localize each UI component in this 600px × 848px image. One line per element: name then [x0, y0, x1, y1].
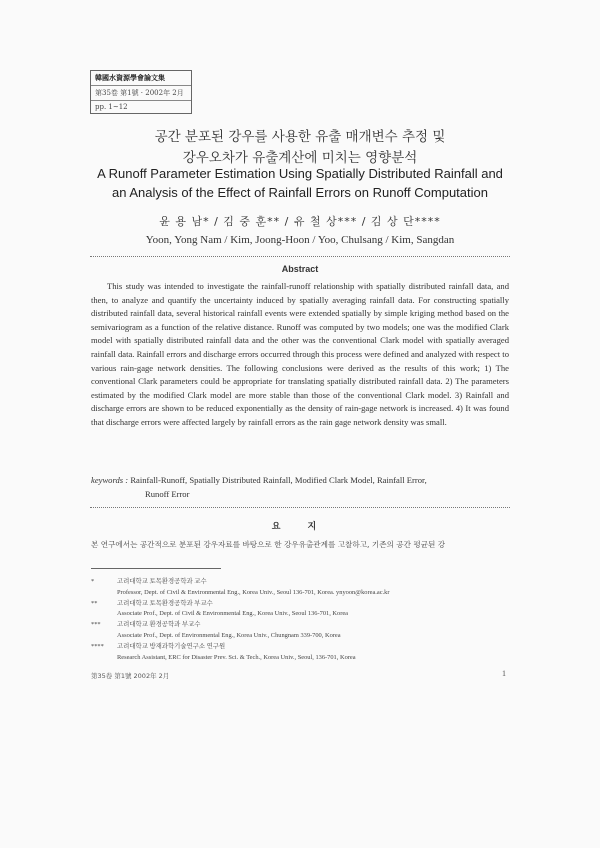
footnote-mark: ***: [91, 621, 101, 629]
footnote-mark: **: [91, 599, 98, 607]
footnote-mark: ****: [91, 642, 104, 650]
divider-middle: [90, 507, 510, 508]
footnote-affiliation-en: Professor, Dept. of Civil & Environmental Eng., Korea Univ., Seoul 136-701, Korea. ynyoon@korea.ac.kr: [117, 588, 390, 596]
keywords-text: Rainfall-Runoff, Spatially Distributed Rainfall, Modified Clark Model, Rainfall Error,: [130, 475, 427, 485]
footnote-affiliation-ko: 고려대학교 환경공학과 부교수: [117, 621, 201, 629]
footnote-affiliation-ko: 고려대학교 토목환경공학과 교수: [117, 578, 207, 585]
abstract-paragraph: This study was intended to investigate the rainfall-runoff relationship with spatially distributed rainfall data, and then, to analyze and quantify the uncertainty induced by spatially averaging rainfall data. For constructing spatially distributed rainfall data, several historical rainfall events were extended spatially by simple kriging method based on the semivariogram as a function of the relative distance. Runoff was computed by two models; one was the modified Clark model with spatially distributed rainfall data and the other was the conventional Clark model with spatially averaged rainfall data. Rainfall errors and discharge errors occurred through this process were defined and analyzed with respect to various rain-gage network densities. The following conclusions were derived as the results of this work; 1) The conventional Clark parameters could be appropriate for translating spatially distributed rainfall data. 2) The parameters estimated by the modified Clark model are more stable than those of the conventional Clark model. 3) Rainfall and discharge errors are shown to be reduced exponentially as the density of rain-gage network is increased. 4) It was found that discharge errors were affected largely by rainfall errors as the rain gage network density was small.: [91, 281, 509, 427]
keywords: [91, 474, 509, 501]
footnotes: [91, 577, 511, 663]
footnote-4: [91, 642, 511, 653]
footnote-2-en: [91, 609, 511, 620]
abstract-body: [91, 280, 509, 430]
footnote-3: [91, 620, 511, 631]
title-korean-line-2: 강우오차가 유출계산에 미치는 영향분석: [182, 150, 418, 166]
page-number: 1: [502, 669, 506, 678]
footer-journal-issue: 第35卷 第1號 2002年 2月: [91, 672, 170, 680]
footnote-affiliation-en: Research Assistant, ERC for Disaster Prev. Sci. & Tech., Korea Univ., Seoul, 136-701, Korea: [117, 653, 356, 661]
authors-english: Yoon, Yong Nam / Kim, Joong-Hoon / Yoo, Chulsang / Kim, Sangdan: [145, 234, 455, 246]
footnote-1: [91, 577, 511, 588]
journal-info-box: [90, 70, 192, 114]
journal-pages: pp. 1~12: [95, 103, 128, 111]
authors-korean: 윤 용 남* / 김 중 훈** / 유 철 상*** / 김 상 단****: [159, 215, 441, 228]
journal-volume: 第35卷 第1號 · 2002年 2月: [91, 86, 191, 101]
journal-name: 韓國水資源學會論文集: [91, 71, 191, 86]
title-english-line-1: A Runoff Parameter Estimation Using Spatially Distributed Rainfall and: [97, 166, 503, 181]
title-english-line-2: an Analysis of the Effect of Rainfall Errors on Runoff Computation: [111, 185, 488, 200]
footnote-affiliation-en: Associate Prof., Dept. of Civil & Environmental Eng., Korea Univ., Seoul 136-701, Korea: [117, 610, 349, 618]
divider-top: [90, 256, 510, 257]
footnote-affiliation-ko: 고려대학교 방재과학기술연구소 연구원: [117, 642, 226, 650]
footnote-3-en: [91, 631, 511, 642]
footnote-affiliation-ko: 고려대학교 토목환경공학과 부교수: [117, 599, 213, 607]
footnote-rule: [91, 568, 221, 569]
footnote-affiliation-en: Associate Prof., Dept. of Environmental Eng., Korea Univ., Chungnam 339-700, Korea: [117, 631, 341, 639]
footnote-mark: *: [91, 578, 95, 585]
yoji-heading: 요 지: [271, 522, 329, 532]
footnote-1-en: [91, 588, 511, 599]
title-korean-line-1: 공간 분포된 강우를 사용한 유출 매개변수 추정 및: [154, 129, 446, 145]
keywords-label: keywords :: [91, 475, 129, 485]
keywords-continued: Runoff Error: [145, 488, 190, 499]
footnote-4-en: [91, 653, 511, 664]
footnote-2: [91, 599, 511, 610]
yoji-body: 본 연구에서는 공간적으로 분포된 강우자료를 바탕으로 한 강우유출관계를 고찰하고, 기존의 공간 평균된 강: [91, 540, 446, 549]
abstract-heading: Abstract: [281, 264, 319, 274]
